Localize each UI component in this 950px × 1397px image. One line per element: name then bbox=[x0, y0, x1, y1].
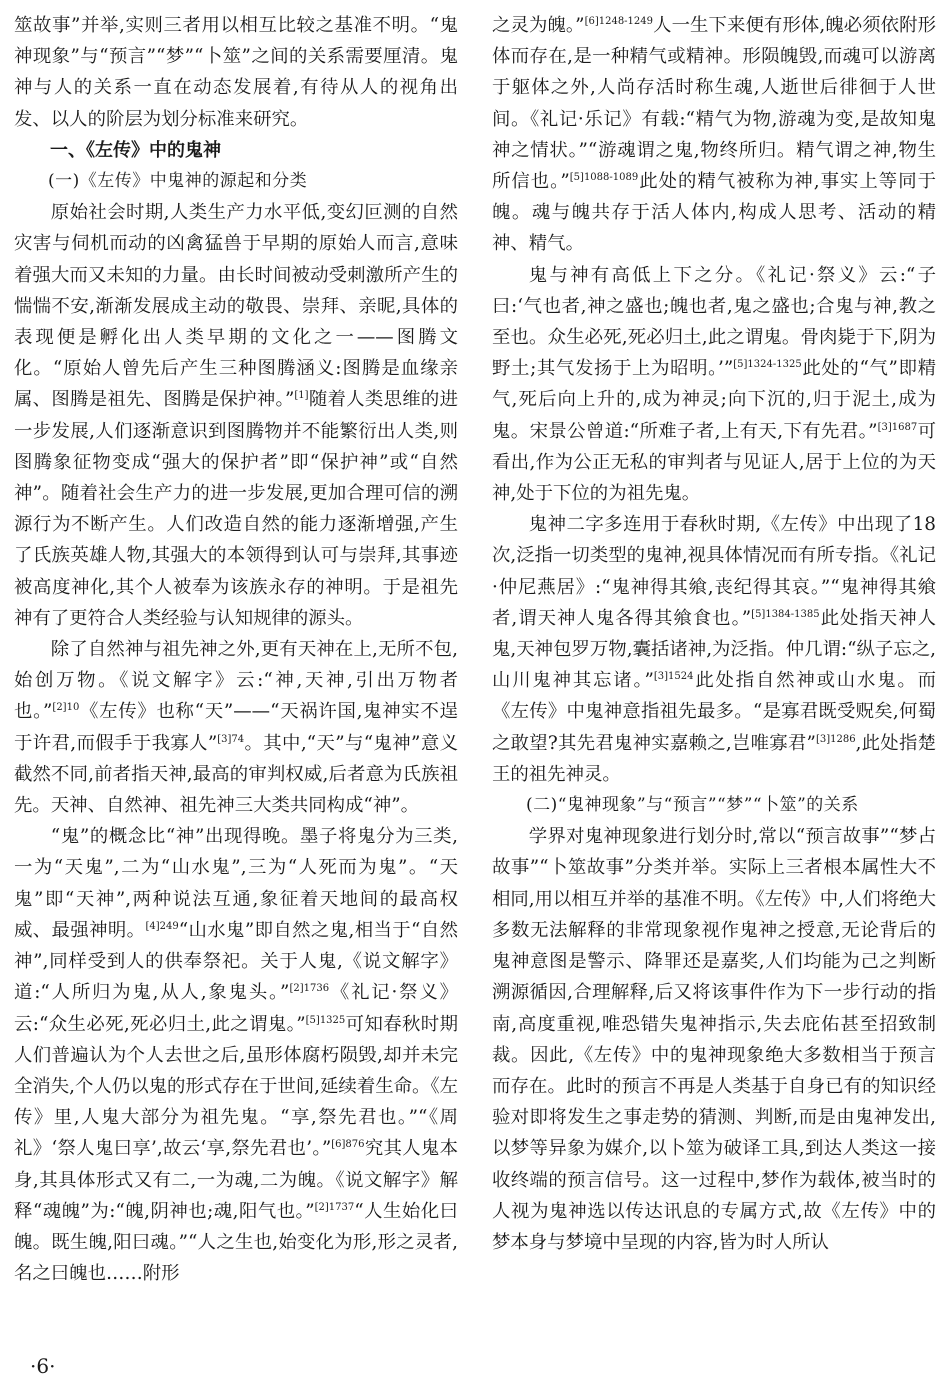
citation: [3]1524 bbox=[653, 671, 694, 683]
citation: [3]1687 bbox=[877, 421, 918, 433]
paragraph: 除了自然神与祖先神之外,更有天神在上,无所不包,始创万物。《说文解字》云:“神,天神,引出万物者也。”$^{[2]10}$《左传》也称“天”——“天祸许国,鬼神实不逞于许君,而假手于我寡人”$^{[3]74}$。其中,“天”与“鬼神”意义截然不同,前者指天神,最高的审判权威,后者意为氏族祖先。天神、自然神、祖先神三大类共同构成“神”。 bbox=[14, 639, 458, 817]
subsection-heading: (一)《左传》中鬼神的源起和分类 bbox=[48, 171, 308, 192]
citation: [5]1384-1385 bbox=[751, 608, 820, 620]
left-column bbox=[14, 10, 458, 1289]
subsection-heading: (二)“鬼神现象”与“预言”“梦”“卜筮”的关系 bbox=[526, 795, 859, 816]
paragraph: 学界对鬼神现象进行划分时,常以“预言故事”“梦占故事”“卜筮故事”分类并举。实际上三者根本属性大不相同,用以相互并举的基准不明。《左传》中,人们将绝大多数无法解释的非常现象视作鬼神之授意,无论背后的鬼神意图是警示、降罪还是嘉奖,人们均能为己之判断溯源循因,合理解释,后又将该事件作为下一步行动的指南,高度重视,唯恐错失鬼神指示,失去庇佑甚至招致制裁。因此,《左传》中的鬼神现象绝大多数相当于预言而存在。此时的预言不再是人类基于自身已有的知识经验对即将发生之事走势的猜测、判断,而是由鬼神发出,以梦等异象为媒介,以卜筮为破译工具,到达人类这一接收终端的预言信号。这一过程中,梦作为载体,被当时的人视为鬼神选以传达讯息的专属方式,故《左传》中的梦本身与梦境中呈现的内容,皆为时人所认 bbox=[492, 826, 936, 1253]
citation: [3]1286 bbox=[815, 733, 856, 745]
paragraph: 筮故事”并举,实则三者用以相互比较之基准不明。“鬼神现象”与“预言”“梦”“卜筮”之间的关系需要厘清。鬼神与人的关系一直在动态发展着,有待从人的视角出发、以人的阶层为划分标准来研究。 bbox=[14, 15, 458, 130]
paragraph: 鬼神二字多连用于春秋时期,《左传》中出现了18次,泛指一切类型的鬼神,视具体情况而有所专指。《礼记·仲尼燕居》:“鬼神得其飨,丧纪得其哀。”“鬼神得其飨者,谓天神人鬼各得其飨食也。”$^{[5]1384-1385}$此处指天神人鬼,天神包罗万物,囊括诸神,为泛指。仲几谓:“纵子忘之,山川鬼神其忘诸。”$^{[3]1524}$此处指自然神或山水鬼。而《左传》中鬼神意指祖先最多。“是寡君既受贶矣,何蜀之敢望?其先君鬼神实嘉赖之,岂唯寡君”$^{[3]1286}$,此处指楚王的祖先神灵。 bbox=[492, 514, 936, 785]
citation: [5]1324-1325 bbox=[733, 359, 802, 371]
paragraph: 之灵为魄。”$^{[6]1248-1249}$人一生下来便有形体,魄必须依附形体而存在,是一种精气或精神。形陨魄毁,而魂可以游离于躯体之外,人尚存活时称生魂,人逝世后徘徊于人世间。《礼记·乐记》有载:“精气为物,游魂为变,是故知鬼神之情状。”“游魂谓之鬼,物终所归。精气谓之神,物生所信也。”$^{[5]1088-1089}$此处的精气被称为神,事实上等同于魄。魂与魄共存于活人体内,构成人思考、活动的精神、精气。 bbox=[492, 15, 936, 255]
citation: [4]249 bbox=[145, 920, 179, 932]
paragraph: “鬼”的概念比“神”出现得晚。墨子将鬼分为三类,一为“天鬼”,二为“山水鬼”,三为“人死而为鬼”。“天鬼”即“天神”,两种说法互通,象征着天地间的最高权威、最强神明。$^{[4]249}$“山水鬼”即自然之鬼,相当于“自然神”,同样受到人的供奉祭祀。关于人鬼,《说文解字》道:“人所归为鬼,从人,象鬼头。”$^{[2]1736}$《礼记·祭义》云:“众生必死,死必归土,此之谓鬼。”$^{[5]1325}$可知春秋时期人们普遍认为个人去世之后,虽形体腐朽陨毁,却并未完全消失,个人仍以鬼的形式存在于世间,延续着生命。《左传》里,人鬼大部分为祖先鬼。“享,祭先君也。”“《周礼》‘祭人鬼曰享’,故云‘享,祭先君也’。”$^{[6]876}$究其人鬼本身,其具体形式又有二,一为魂,二为魄。《说文解字》解释“魂魄”为:“魄,阴神也;魂,阳气也。”$^{[2]1737}$“人生始化曰魄。既生魄,阳曰魂。”“人之生也,始变化为形,形之灵者,名之曰魄也……附形 bbox=[14, 826, 458, 1285]
paragraph: 鬼与神有高低上下之分。《礼记·祭义》云:“子曰:‘气也者,神之盛也;魄也者,鬼之盛也;合鬼与神,教之至也。众生必死,死必归土,此之谓鬼。骨肉毙于下,阴为野土;其气发扬于上为昭明。’”$^{[5]1324-1325}$此处的“气”即精气,死后向上升的,成为神灵;向下沉的,归于泥土,成为鬼。宋景公曾道:“所难子者,上有天,下有先君。”$^{[3]1687}$可看出,作为公正无私的审判者与见证人,居于上位的为天神,处于下位的为祖先鬼。 bbox=[492, 264, 936, 505]
citation: [2]1737 bbox=[314, 1201, 355, 1213]
citation: [2]10 bbox=[52, 702, 80, 714]
citation: [6]876 bbox=[331, 1139, 365, 1151]
citation: [3]74 bbox=[217, 733, 245, 745]
section-heading: 一、《左传》中的鬼神 bbox=[50, 139, 221, 161]
citation: [5]1088-1089 bbox=[569, 172, 639, 184]
citation: [6]1248-1249 bbox=[584, 16, 654, 27]
page-number: ·6· bbox=[30, 1354, 56, 1378]
citation: [5]1325 bbox=[305, 1014, 346, 1026]
citation: [2]1736 bbox=[289, 983, 330, 995]
right-column bbox=[492, 10, 936, 1258]
paragraph: 原始社会时期,人类生产力水平低,变幻叵测的自然灾害与伺机而动的凶禽猛兽于早期的原始人而言,意味着强大而又未知的力量。由长时间被动受刺激所产生的惴惴不安,渐渐发展成主动的敬畏、崇拜、亲昵,具体的表现便是孵化出人类早期的文化之一——图腾文化。“原始人曾先后产生三种图腾涵义:图腾是血缘亲属、图腾是祖先、图腾是保护神。”[1]随着人类思维的进一步发展,人们逐渐意识到图腾物并不能繁衍出人类,则图腾象征物变成“强大的保护者”即“保护神”或“自然神”。随着社会生产力的进一步发展,更加合理可信的溯源行为不断产生。人们改造自然的能力逐渐增强,产生了氏族英雄人物,其强大的本领得到认可与崇拜,其事迹被高度神化,其个人被奉为该族永存的神明。于是祖先神有了更符合人类经验与认知规律的源头。 bbox=[14, 202, 458, 629]
citation: [1] bbox=[294, 390, 309, 402]
